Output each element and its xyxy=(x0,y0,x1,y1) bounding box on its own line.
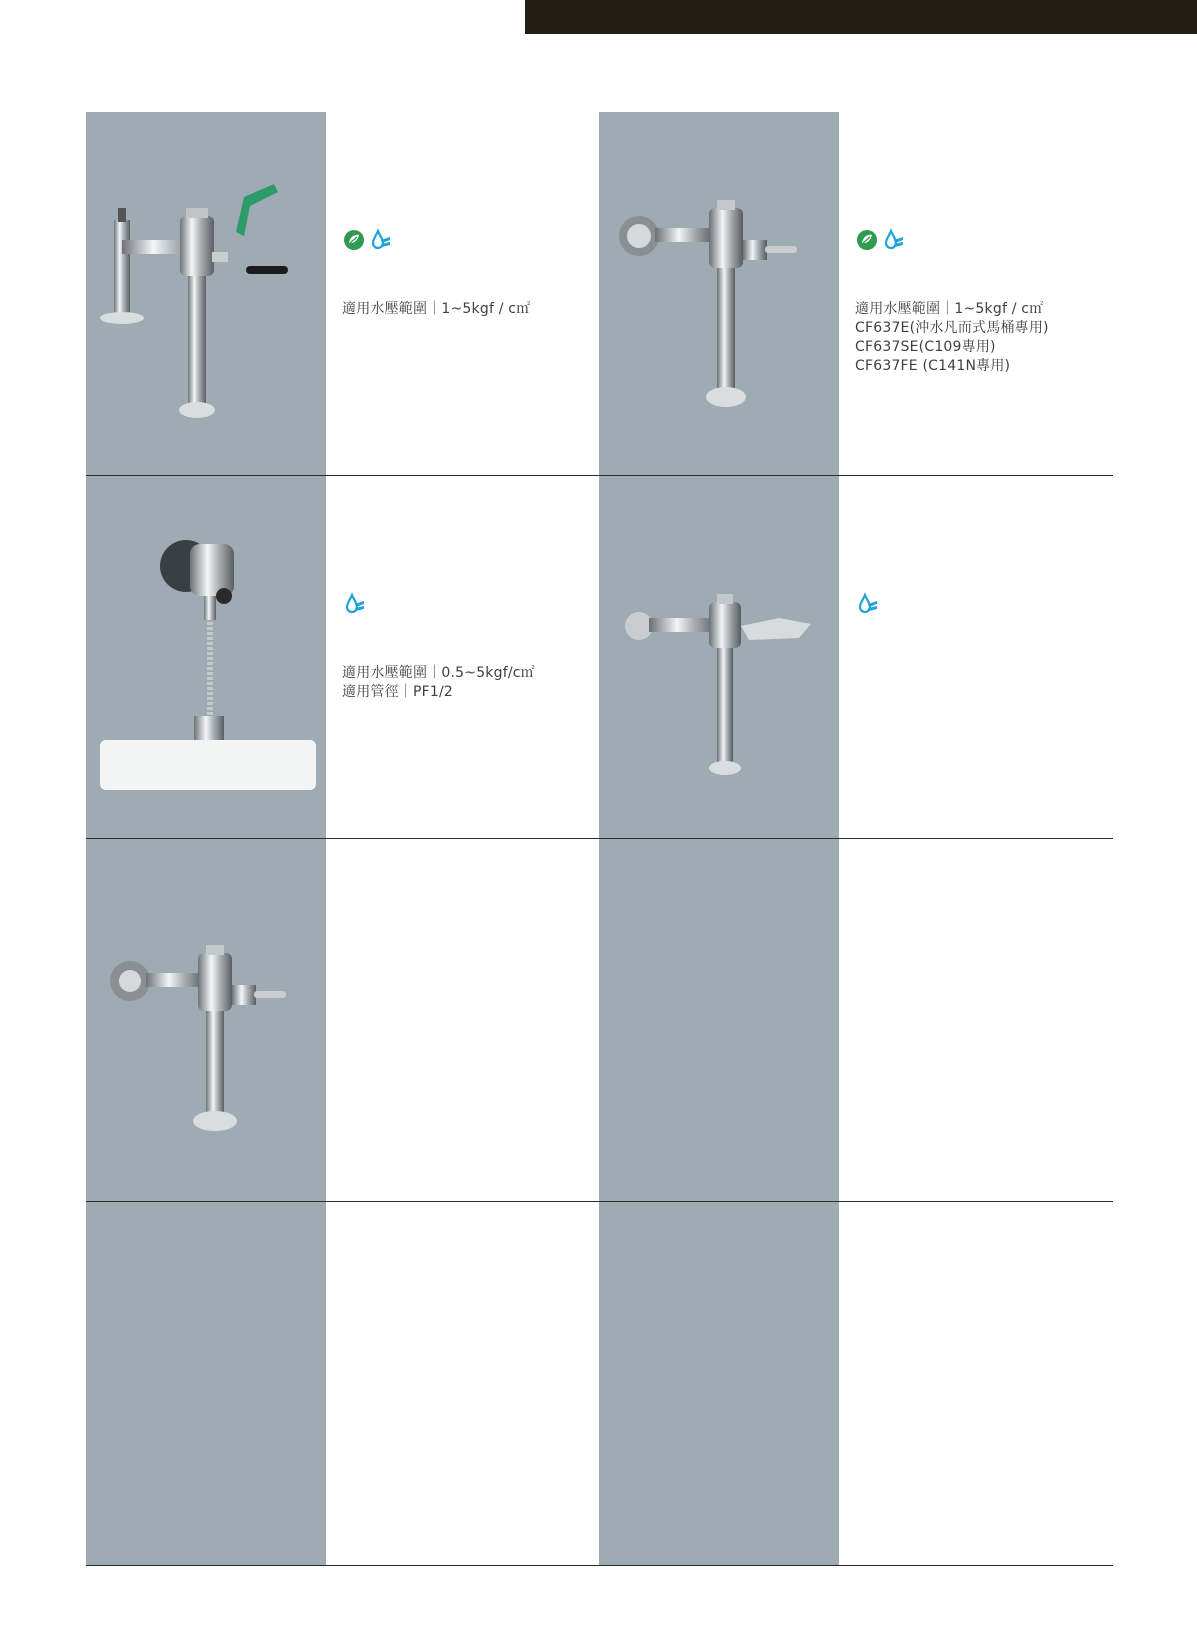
badge-group xyxy=(855,228,905,252)
badge-group xyxy=(342,228,392,252)
product-info-r4c2 xyxy=(839,1202,1109,1565)
water-save-icon xyxy=(881,228,905,252)
water-save-icon xyxy=(855,592,879,616)
product-photo-r3c2 xyxy=(599,839,839,1202)
spec-line: 適用水壓範圍｜1~5kgf / c㎡ xyxy=(342,301,531,317)
spec-list xyxy=(342,300,530,319)
spec-line: 適用水壓範圍｜1~5kgf / c㎡ xyxy=(855,301,1044,317)
product-info-r1c2 xyxy=(839,112,1109,475)
product-photo-r2c1 xyxy=(86,476,326,839)
product-info-r2c1 xyxy=(326,476,596,839)
water-save-icon xyxy=(342,592,366,616)
row-divider xyxy=(86,1565,1113,1566)
spec-line: 適用水壓範圍｜0.5~5kgf/c㎡ xyxy=(342,665,535,681)
product-info-r3c2 xyxy=(839,839,1109,1202)
badge-group xyxy=(342,592,366,616)
spec-line: CF637SE(C109專用) xyxy=(855,339,996,355)
spec-list xyxy=(855,300,1049,376)
water-save-icon xyxy=(368,228,392,252)
header-bar xyxy=(525,0,1197,34)
spec-line: 適用管徑｜PF1/2 xyxy=(342,684,454,700)
product-photo-r2c2 xyxy=(599,476,839,839)
product-info-r2c2 xyxy=(839,476,1109,839)
product-photo-r4c2 xyxy=(599,1202,839,1565)
spec-list xyxy=(342,664,535,702)
eco-leaf-icon xyxy=(855,228,879,252)
product-photo-r4c1 xyxy=(86,1202,326,1565)
badge-group xyxy=(855,592,879,616)
spec-line: CF637E(沖水凡而式馬桶專用) xyxy=(855,320,1049,336)
product-photo-r3c1 xyxy=(86,839,326,1202)
product-photo-r1c2 xyxy=(599,112,839,475)
product-photo-r1c1 xyxy=(86,112,326,475)
product-info-r1c1 xyxy=(326,112,596,475)
spec-line: CF637FE (C141N專用) xyxy=(855,358,1011,374)
product-info-r4c1 xyxy=(326,1202,596,1565)
product-info-r3c1 xyxy=(326,839,596,1202)
eco-leaf-icon xyxy=(342,228,366,252)
